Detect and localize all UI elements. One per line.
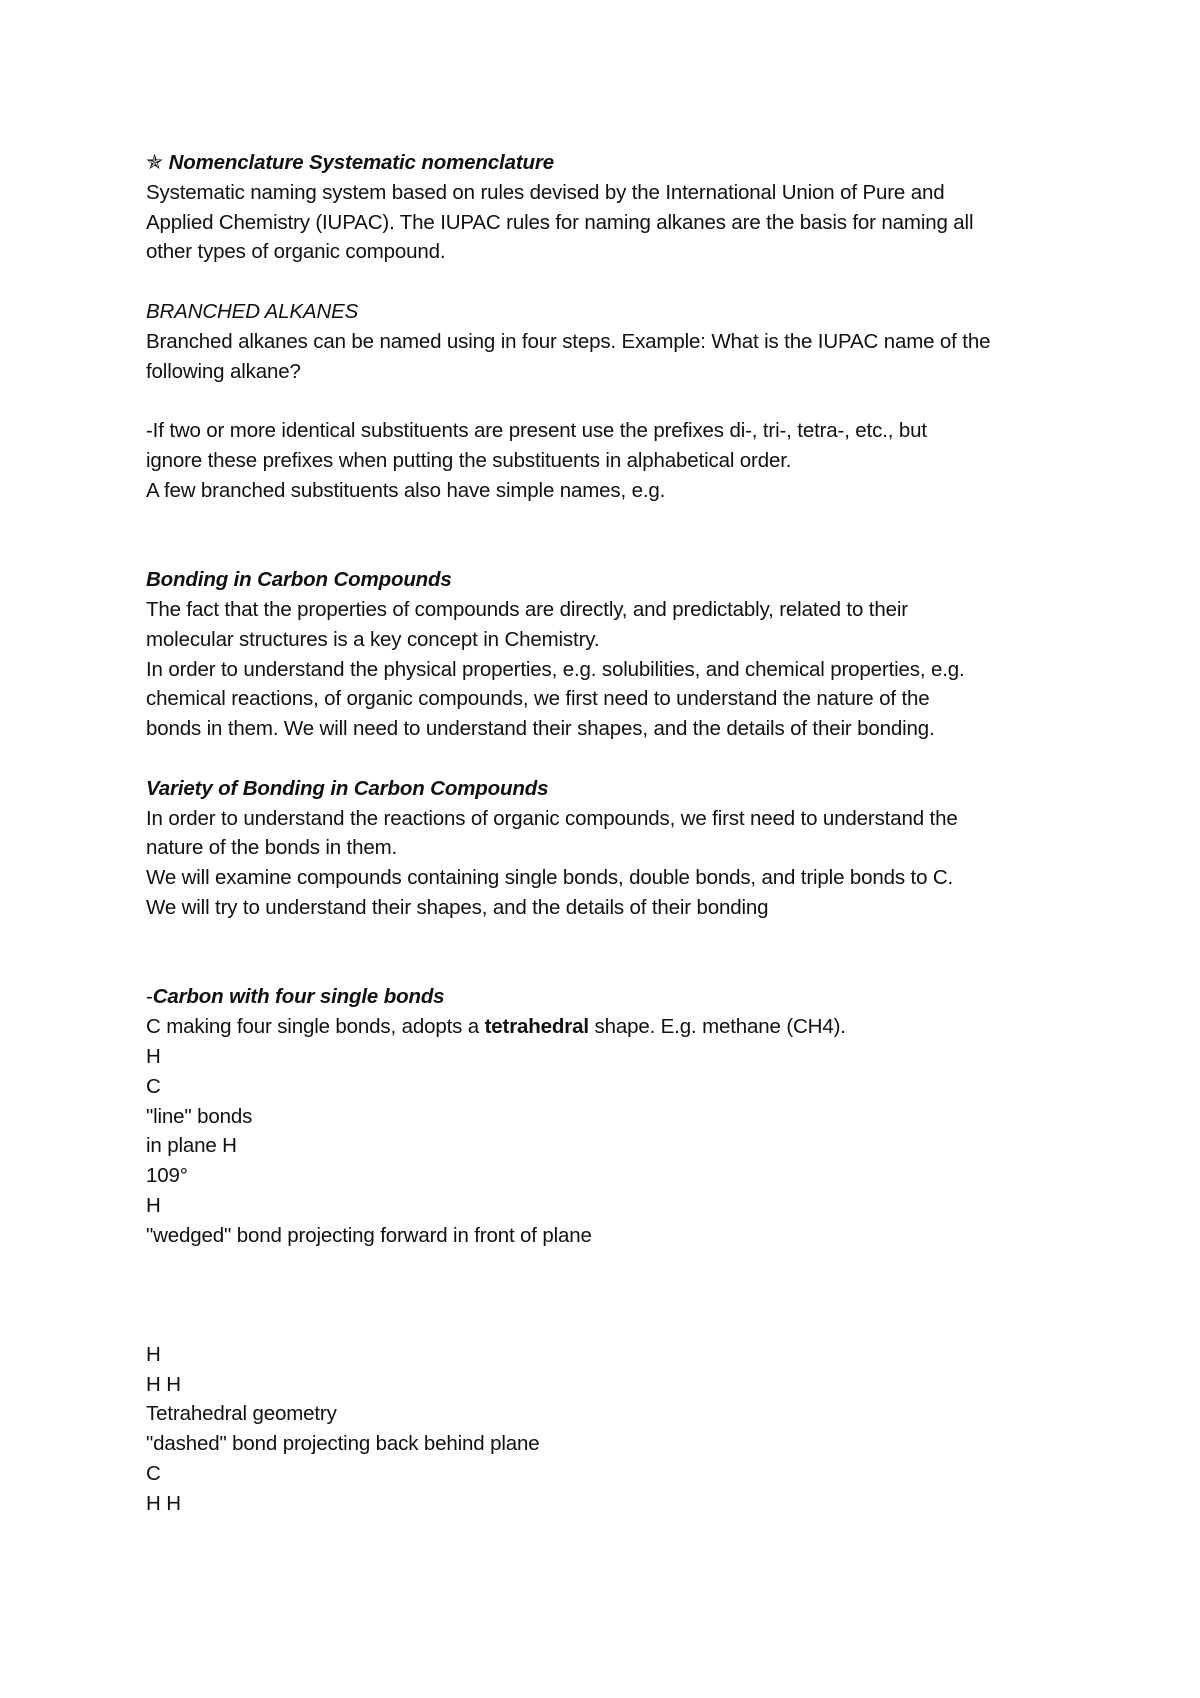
paragraph-line: chemical reactions, of organic compounds, we first need to understand the nature of the — [146, 687, 930, 711]
blank-line — [146, 267, 1076, 297]
paragraph-line: We will try to understand their shapes, and the details of their bonding — [146, 895, 769, 919]
diagram-label: "wedged" bond projecting forward in front of plane — [146, 1223, 592, 1247]
diagram-label: H H — [146, 1372, 181, 1396]
paragraph-line: A few branched substituents also have simple names, e.g. — [146, 478, 666, 502]
diagram-label: 109° — [146, 1164, 188, 1188]
paragraph-line: The fact that the properties of compounds are directly, and predictably, related to their — [146, 597, 908, 621]
diagram-label: H H — [146, 1491, 181, 1515]
section-heading-branched-alkanes: BRANCHED ALKANES — [146, 299, 359, 323]
paragraph-line: Branched alkanes can be named using in four steps. Example: What is the IUPAC name of the — [146, 329, 991, 353]
diagram-label: H — [146, 1044, 161, 1068]
blank-space — [146, 506, 1076, 566]
paragraph-line: We will examine compounds containing single bonds, double bonds, and triple bonds to C. — [146, 866, 954, 890]
paragraph-line: In order to understand the reactions of organic compounds, we first need to understand the — [146, 806, 958, 830]
intro-text: shape. E.g. methane (CH4). — [588, 1015, 846, 1039]
bold-term: tetrahedral — [484, 1015, 589, 1039]
blank-line — [146, 744, 1076, 774]
diagram-label: C — [146, 1074, 161, 1098]
document-body — [146, 148, 1076, 1519]
star-icon: ✯ — [146, 150, 164, 174]
blank-line — [146, 386, 1076, 416]
heading-prefix: - — [146, 985, 153, 1009]
diagram-label: "line" bonds — [146, 1104, 253, 1128]
blank-space — [146, 923, 1076, 983]
paragraph-line — [146, 1012, 1076, 1042]
section-heading-four-single-bonds — [146, 982, 1076, 1012]
paragraph-line: bonds in them. We will need to understand their shapes, and the details of their bonding. — [146, 717, 935, 741]
blank-space — [146, 1250, 1076, 1339]
paragraph-line: ignore these prefixes when putting the substituents in alphabetical order. — [146, 448, 792, 472]
diagram-label: C — [146, 1462, 161, 1486]
paragraph-line: Systematic naming system based on rules devised by the International Union of Pure and — [146, 180, 945, 204]
diagram-label: "dashed" bond projecting back behind plane — [146, 1432, 540, 1456]
paragraph-line: following alkane? — [146, 359, 301, 383]
paragraph-line: -If two or more identical substituents are present use the prefixes di-, tri-, tetra-, etc., but — [146, 419, 927, 443]
diagram-label: H — [146, 1342, 161, 1366]
diagram-label: Tetrahedral geometry — [146, 1402, 337, 1426]
diagram-label: H — [146, 1193, 161, 1217]
paragraph-line: Applied Chemistry (IUPAC). The IUPAC rules for naming alkanes are the basis for naming all — [146, 210, 974, 234]
section-heading-nomenclature — [146, 148, 1076, 178]
paragraph-line: In order to understand the physical properties, e.g. solubilities, and chemical properties, e.g. — [146, 657, 965, 681]
heading-text: Nomenclature Systematic nomenclature — [168, 151, 554, 174]
section-heading-bonding: Bonding in Carbon Compounds — [146, 568, 452, 592]
section-heading-variety-bonding: Variety of Bonding in Carbon Compounds — [146, 776, 549, 800]
paragraph-line: other types of organic compound. — [146, 240, 446, 264]
paragraph-line: nature of the bonds in them. — [146, 836, 398, 860]
diagram-label: in plane H — [146, 1134, 237, 1158]
intro-text: C making four single bonds, adopts a — [146, 1015, 485, 1039]
heading-text: Carbon with four single bonds — [152, 985, 445, 1009]
paragraph-line: molecular structures is a key concept in Chemistry. — [146, 627, 600, 651]
